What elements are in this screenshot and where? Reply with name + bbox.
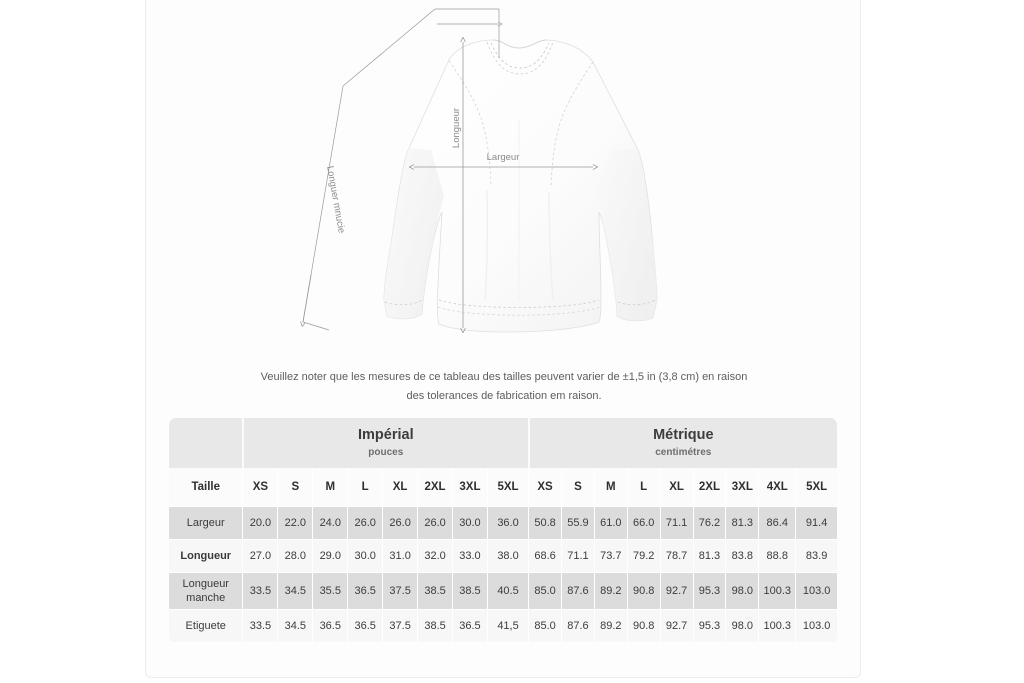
garment-body-shape <box>384 40 657 332</box>
column-header-metric-l: L <box>627 468 660 506</box>
group-header-imperial <box>243 418 529 468</box>
column-header-metric-5xl: 5XL <box>796 468 837 506</box>
cell-metric: 98.0 <box>726 572 759 609</box>
column-header-metric-3xl: 3XL <box>726 468 759 506</box>
cell-metric: 83.8 <box>726 539 759 572</box>
cell-imperial: 33.0 <box>453 539 488 572</box>
table-row <box>169 609 837 642</box>
column-header-metric-m: M <box>594 468 627 506</box>
column-header-imperial-3xl: 3XL <box>453 468 488 506</box>
cell-imperial: 30.0 <box>453 506 488 539</box>
cell-imperial: 37.5 <box>383 609 418 642</box>
cell-imperial: 38.5 <box>453 572 488 609</box>
cell-metric: 83.9 <box>796 539 837 572</box>
cell-imperial: 33.5 <box>243 572 278 609</box>
column-header-imperial-xl: XL <box>383 468 418 506</box>
column-header-metric-xs: XS <box>529 468 562 506</box>
group-title-metric: Métrique <box>653 427 714 443</box>
cell-metric: 90.8 <box>627 572 660 609</box>
cell-imperial: 27.0 <box>243 539 278 572</box>
label-largeur: Largeur <box>486 152 520 163</box>
size-chart-body <box>169 506 837 642</box>
cell-imperial: 36.5 <box>453 609 488 642</box>
cell-metric: 50.8 <box>529 506 562 539</box>
sweatshirt-size-diagram <box>281 0 731 360</box>
cell-imperial: 26.0 <box>383 506 418 539</box>
cell-metric: 81.3 <box>726 506 759 539</box>
column-header-metric-2xl: 2XL <box>693 468 726 506</box>
table-row <box>169 572 837 609</box>
disclaimer-line-2: des tolerances de fabrication em raison. <box>406 390 602 402</box>
unit-group-header-row <box>169 418 837 468</box>
cell-imperial: 34.5 <box>278 572 313 609</box>
cell-metric: 92.7 <box>660 572 693 609</box>
label-longueur: Longueur <box>451 107 462 149</box>
disclaimer-line-1: Veuillez noter que les mesures de ce tableau des tailles peuvent varier de ±1,5 in (3,8 cm) en raison <box>260 371 748 383</box>
cell-metric: 103.0 <box>796 609 837 642</box>
cell-imperial: 20.0 <box>243 506 278 539</box>
group-subtitle-imperial: pouces <box>368 447 404 458</box>
group-header-metric <box>529 418 837 468</box>
cell-metric: 71.1 <box>562 539 595 572</box>
cell-metric: 68.6 <box>529 539 562 572</box>
cell-metric: 79.2 <box>627 539 660 572</box>
column-header-metric-4xl: 4XL <box>759 468 796 506</box>
cell-metric: 73.7 <box>594 539 627 572</box>
size-header-row <box>169 468 837 506</box>
column-header-imperial-xs: XS <box>243 468 278 506</box>
column-header-imperial-l: L <box>348 468 383 506</box>
cell-imperial: 32.0 <box>418 539 453 572</box>
cell-imperial: 28.0 <box>278 539 313 572</box>
cell-metric: 61.0 <box>594 506 627 539</box>
cell-metric: 95.3 <box>693 609 726 642</box>
cell-metric: 66.0 <box>627 506 660 539</box>
cell-metric: 85.0 <box>529 609 562 642</box>
cell-imperial: 30.0 <box>348 539 383 572</box>
sleeve-dimension-line <box>303 86 347 330</box>
row-label-2: Longueur manche <box>169 572 243 609</box>
cell-metric: 87.6 <box>562 609 595 642</box>
column-header-taille: Taille <box>169 468 243 506</box>
cell-metric: 87.6 <box>562 572 595 609</box>
size-chart-table-container <box>169 418 837 643</box>
cell-imperial: 26.0 <box>348 506 383 539</box>
cell-imperial: 41,5 <box>487 609 528 642</box>
cell-imperial: 38.5 <box>418 572 453 609</box>
cell-imperial: 37.5 <box>383 572 418 609</box>
cell-imperial: 31.0 <box>383 539 418 572</box>
cell-metric: 55.9 <box>562 506 595 539</box>
cell-metric: 85.0 <box>529 572 562 609</box>
cell-imperial: 36.5 <box>348 609 383 642</box>
table-row <box>169 539 837 572</box>
group-header-spacer <box>169 418 243 468</box>
column-header-metric-xl: XL <box>660 468 693 506</box>
cell-metric: 98.0 <box>726 609 759 642</box>
cell-metric: 86.4 <box>759 506 796 539</box>
cell-metric: 76.2 <box>693 506 726 539</box>
row-label-3: Etiguete <box>169 609 243 642</box>
cell-metric: 91.4 <box>796 506 837 539</box>
table-row <box>169 506 837 539</box>
cell-imperial: 36.5 <box>348 572 383 609</box>
cell-imperial: 22.0 <box>278 506 313 539</box>
group-subtitle-metric: centimétres <box>655 447 712 458</box>
group-title-imperial: Impérial <box>357 427 414 443</box>
cell-metric: 103.0 <box>796 572 837 609</box>
cell-imperial: 36.0 <box>487 506 528 539</box>
row-label-1: Longueur <box>169 539 243 572</box>
size-guide-card <box>145 0 861 678</box>
cell-metric: 100.3 <box>759 572 796 609</box>
cell-metric: 92.7 <box>660 609 693 642</box>
cell-imperial: 29.0 <box>313 539 348 572</box>
column-header-imperial-5xl: 5XL <box>487 468 528 506</box>
column-header-imperial-2xl: 2XL <box>418 468 453 506</box>
cell-metric: 100.3 <box>759 609 796 642</box>
cell-imperial: 38.5 <box>418 609 453 642</box>
cell-metric: 71.1 <box>660 506 693 539</box>
cell-metric: 89.2 <box>594 609 627 642</box>
cell-imperial: 26.0 <box>418 506 453 539</box>
cell-imperial: 35.5 <box>313 572 348 609</box>
row-label-0: Largeur <box>169 506 243 539</box>
size-chart-table <box>169 418 837 643</box>
cell-metric: 90.8 <box>627 609 660 642</box>
cell-metric: 78.7 <box>660 539 693 572</box>
column-header-metric-s: S <box>562 468 595 506</box>
cell-metric: 95.3 <box>693 572 726 609</box>
cell-metric: 81.3 <box>693 539 726 572</box>
column-header-imperial-s: S <box>278 468 313 506</box>
cell-metric: 88.8 <box>759 539 796 572</box>
cell-imperial: 33.5 <box>243 609 278 642</box>
measurement-disclaimer <box>196 368 812 406</box>
cell-imperial: 36.5 <box>313 609 348 642</box>
cell-imperial: 24.0 <box>313 506 348 539</box>
label-longueur-manche: Longuer mnucie <box>324 165 347 235</box>
column-header-imperial-m: M <box>313 468 348 506</box>
cell-imperial: 38.0 <box>487 539 528 572</box>
cell-metric: 89.2 <box>594 572 627 609</box>
cell-imperial: 34.5 <box>278 609 313 642</box>
cell-imperial: 40.5 <box>487 572 528 609</box>
